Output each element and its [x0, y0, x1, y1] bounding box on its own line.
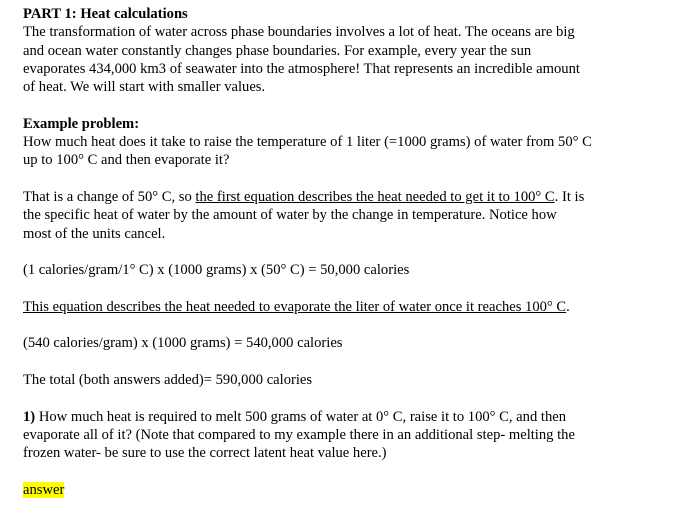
question-1-number: 1): [23, 408, 36, 425]
question-1-text: How much heat is required to melt 500 grams of water at 0° C, raise it to 100° C, and then: [35, 408, 567, 425]
equation-specific-heat: (1 calories/gram/1° C) x (1000 grams) x (50° C) = 50,000 calories: [23, 262, 410, 279]
spacer: [23, 279, 663, 297]
spacer: [23, 243, 663, 261]
spacer: [23, 96, 663, 114]
evaporate-suffix: .: [566, 298, 570, 315]
intro-line-4: of heat. We will start with smaller values.: [23, 79, 266, 96]
explanation-prefix: That is a change of 50° C, so: [23, 188, 196, 205]
example-question-line-2: up to 100° C and then evaporate it?: [23, 152, 230, 169]
evaporate-sentence: [23, 298, 663, 316]
answer-line: [23, 481, 663, 499]
example-question-line-1: How much heat does it take to raise the temperature of 1 liter (=1000 grams) of water from 50° C: [23, 134, 592, 151]
explanation-line-1: [23, 188, 663, 206]
evaporate-underlined: This equation describes the heat needed to evaporate the liter of water once it reaches 100° C: [23, 298, 567, 315]
spacer: [23, 170, 663, 188]
equation-latent-heat: (540 calories/gram) x (1000 grams) = 540,000 calories: [23, 335, 343, 352]
spacer: [23, 462, 663, 480]
spacer: [23, 389, 663, 407]
intro-line-1: The transformation of water across phase boundaries involves a lot of heat. The oceans are big: [23, 24, 575, 41]
part-title: PART 1: Heat calculations: [23, 6, 188, 22]
intro-line-3: evaporates 434,000 km3 of seawater into the atmosphere! That represents an incredible amount: [23, 60, 580, 77]
spacer: [23, 353, 663, 371]
total-line: The total (both answers added)= 590,000 calories: [23, 371, 313, 388]
example-title: Example problem:: [23, 115, 140, 132]
answer-field[interactable]: answer: [23, 481, 65, 498]
explanation-suffix: . It is: [554, 188, 585, 205]
question-1-line-2: evaporate all of it? (Note that compared to my example there in an additional step- melting the: [23, 426, 575, 443]
explanation-underlined: the first equation describes the heat needed to get it to 100° C: [195, 188, 555, 205]
spacer: [23, 316, 663, 334]
question-1-line-3: frozen water- be sure to use the correct latent heat value here.): [23, 445, 387, 462]
intro-line-2: and ocean water constantly changes phase boundaries. For example, every year the sun: [23, 42, 532, 59]
document-page: [23, 5, 663, 499]
explanation-line-3: most of the units cancel.: [23, 225, 166, 242]
explanation-line-2: the specific heat of water by the amount of water by the change in temperature. Notice how: [23, 207, 557, 224]
question-1-line-1: [23, 408, 663, 426]
